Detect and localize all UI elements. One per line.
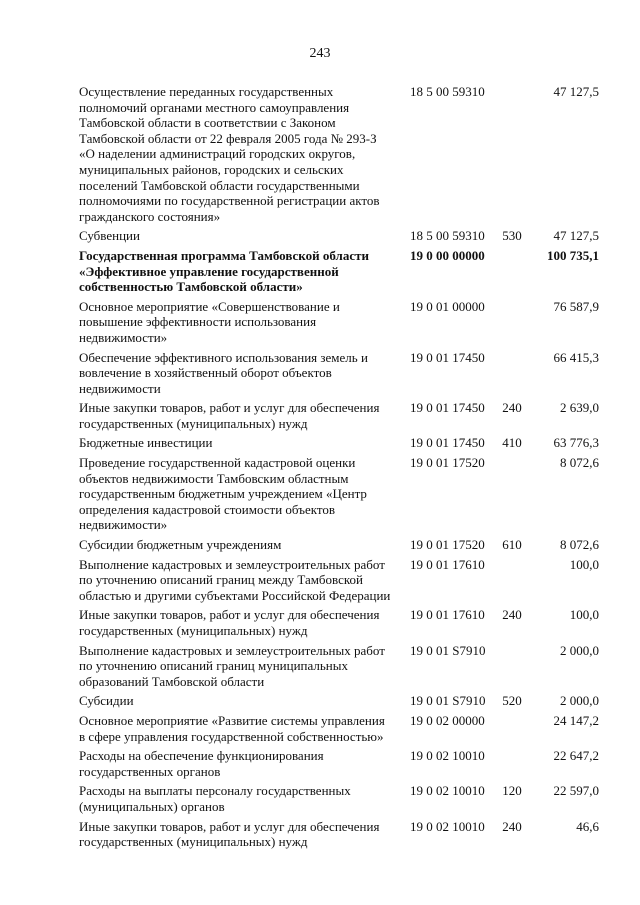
row-name: Обеспечение эффективного использования земель и вовлечение в хозяйственный оборот объектов недвижимости <box>79 349 368 396</box>
table-row <box>79 607 604 642</box>
row-target-code: 19 0 01 17450 <box>410 435 485 451</box>
table-row <box>79 228 604 248</box>
table-row <box>79 84 604 228</box>
table-row <box>79 455 604 537</box>
table-row <box>79 713 604 748</box>
row-expense-type: 410 <box>502 435 522 451</box>
row-name: Выполнение кадастровых и землеустроительных работ по уточнению описаний границ муниципальных образований Тамбовской области <box>79 642 385 689</box>
row-name: Основное мероприятие «Развитие системы управления в сфере управления государственной собственностью» <box>79 712 385 744</box>
table-row <box>79 299 604 350</box>
row-target-code: 19 0 01 00000 <box>410 298 485 314</box>
table-row <box>79 783 604 818</box>
row-name: Иные закупки товаров, работ и услуг для обеспечения государственных (муниципальных) нужд <box>79 818 380 850</box>
row-target-code: 19 0 02 00000 <box>410 712 485 728</box>
table-row <box>79 819 604 854</box>
row-amount: 76 587,9 <box>553 298 599 314</box>
row-target-code: 19 0 01 S7910 <box>410 642 486 658</box>
row-name: Субвенции <box>79 228 140 244</box>
table-row <box>79 557 604 608</box>
page-number: 243 <box>309 46 331 61</box>
row-target-code: 19 0 01 17520 <box>410 537 485 553</box>
row-target-code: 19 0 02 10010 <box>410 783 485 799</box>
row-expense-type: 240 <box>502 607 522 623</box>
budget-table <box>79 84 604 854</box>
row-target-code: 19 0 02 10010 <box>410 748 485 764</box>
row-amount: 100 735,1 <box>547 247 599 263</box>
row-name: Проведение государственной кадастровой оценки объектов недвижимости Тамбовским областным государственным бюджетным учреждением «Центр определения кадастровой стоимости объектов недвижимости» <box>79 455 367 533</box>
row-name: Субсидии бюджетным учреждениям <box>79 537 282 553</box>
row-expense-type: 240 <box>502 400 522 416</box>
row-name: Государственная программа Тамбовской области «Эффективное управление государственной собственностью Тамбовской области» <box>79 247 369 295</box>
row-amount: 47 127,5 <box>553 84 599 99</box>
row-target-code: 19 0 00 00000 <box>410 247 485 263</box>
row-name: Выполнение кадастровых и землеустроительных работ по уточнению описаний границ между Тамбовской областью и другими субъектами Российской Федерации <box>79 556 391 603</box>
row-name: Осуществление переданных государственных полномочий органами местного самоуправления Тамбовской области в соответствии с Законом Тамбовской области от 22 февраля 2005 года № 293-З «О наделении администраций городских округов, муниципальных районов, городских и сельских поселений Тамбовской области государственными полномочиями по государственной регистрации актов гражданского состояния» <box>79 84 380 224</box>
row-expense-type: 530 <box>502 228 522 244</box>
row-amount: 22 647,2 <box>553 748 599 764</box>
row-expense-type: 120 <box>502 783 522 799</box>
row-expense-type: 610 <box>502 537 522 553</box>
row-name: Иные закупки товаров, работ и услуг для обеспечения государственных (муниципальных) нужд <box>79 607 380 638</box>
row-amount: 22 597,0 <box>553 783 599 799</box>
table-row <box>79 350 604 401</box>
row-target-code: 18 5 00 59310 <box>410 228 485 244</box>
table-row <box>79 248 604 299</box>
row-name: Иные закупки товаров, работ и услуг для обеспечения государственных (муниципальных) нужд <box>79 400 380 431</box>
row-target-code: 19 0 02 10010 <box>410 818 485 834</box>
row-target-code: 19 0 01 17610 <box>410 556 485 572</box>
table-row <box>79 400 604 435</box>
row-name: Основное мероприятие «Совершенствование и повышение эффективности использования недвижимости» <box>79 298 340 345</box>
row-amount: 46,6 <box>576 818 599 834</box>
row-amount: 47 127,5 <box>553 228 599 244</box>
row-target-code: 19 0 01 17520 <box>410 455 485 471</box>
row-amount: 2 639,0 <box>560 400 599 416</box>
row-target-code: 19 0 01 S7910 <box>410 693 486 709</box>
row-amount: 100,0 <box>569 556 599 572</box>
row-expense-type: 520 <box>502 693 522 709</box>
table-row <box>79 537 604 557</box>
table-row <box>79 693 604 713</box>
table-row <box>79 748 604 783</box>
row-name: Бюджетные инвестиции <box>79 435 213 451</box>
row-name: Субсидии <box>79 693 134 709</box>
row-amount: 24 147,2 <box>553 712 599 728</box>
row-amount: 100,0 <box>569 607 599 623</box>
row-amount: 8 072,6 <box>560 455 599 471</box>
row-target-code: 19 0 01 17610 <box>410 607 485 623</box>
row-amount: 63 776,3 <box>553 435 599 451</box>
row-amount: 2 000,0 <box>560 642 599 658</box>
row-name: Расходы на выплаты персоналу государственных (муниципальных) органов <box>79 783 351 814</box>
table-row <box>79 643 604 694</box>
row-expense-type: 240 <box>502 818 522 834</box>
row-target-code: 19 0 01 17450 <box>410 400 485 416</box>
row-amount: 8 072,6 <box>560 537 599 553</box>
row-name: Расходы на обеспечение функционирования государственных органов <box>79 748 324 779</box>
row-target-code: 19 0 01 17450 <box>410 349 485 365</box>
row-amount: 2 000,0 <box>560 693 599 709</box>
row-target-code: 18 5 00 59310 <box>410 84 485 99</box>
table-row <box>79 435 604 455</box>
row-amount: 66 415,3 <box>553 349 599 365</box>
